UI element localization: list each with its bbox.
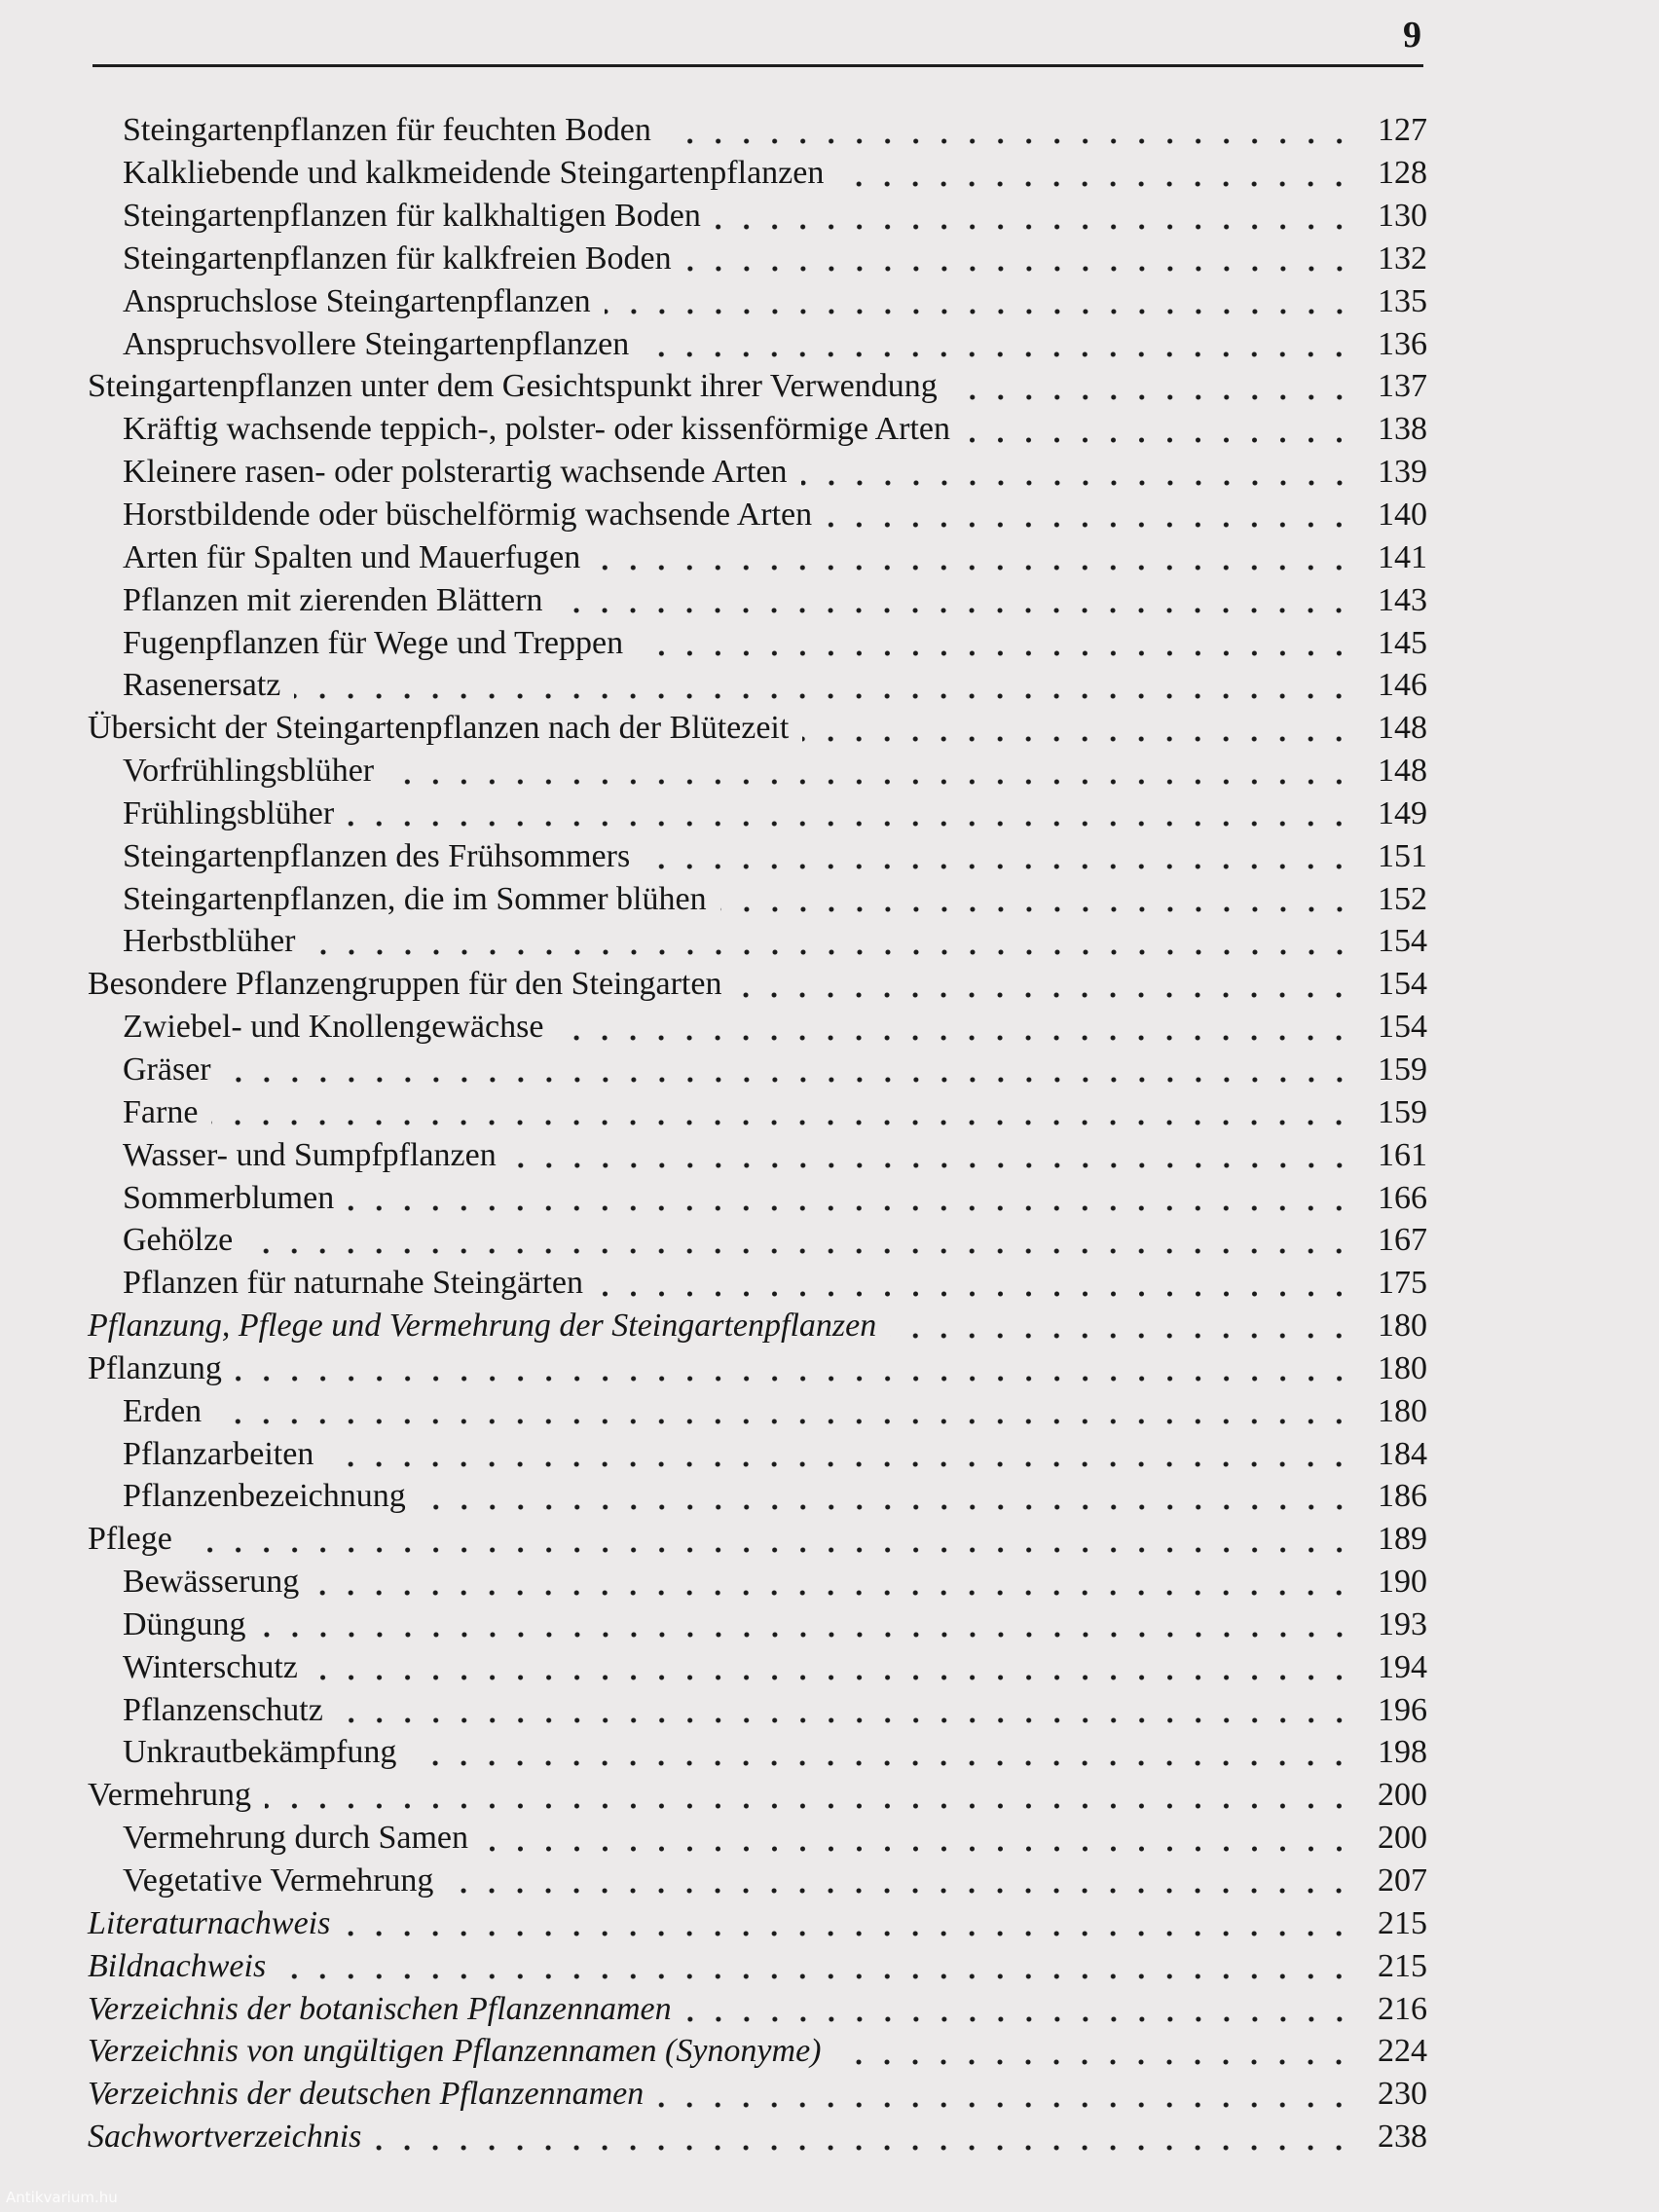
dot-leader [556, 582, 1353, 621]
toc-entry [88, 451, 1427, 494]
dot-leader [337, 1692, 1353, 1731]
toc-entry-page: 238 [1378, 2119, 1427, 2156]
toc-entry [88, 195, 1427, 238]
toc-entry-title: Rasenersatz [123, 667, 281, 704]
dot-leader [348, 795, 1353, 834]
toc-entry-page: 166 [1378, 1179, 1427, 1216]
toc-entry [88, 1262, 1427, 1305]
toc-entry-title: Pflanzenbezeichnung [123, 1478, 406, 1515]
toc-entry-page: 137 [1378, 368, 1427, 405]
toc-entry-page: 132 [1378, 240, 1427, 276]
toc-entry-title: Steingartenpflanzen, die im Sommer blühen [123, 880, 707, 917]
dot-leader [801, 455, 1353, 494]
toc-entry-page: 180 [1378, 1392, 1427, 1429]
dot-leader [685, 1991, 1353, 2030]
toc-entry-page: 128 [1378, 155, 1427, 192]
toc-entry-page: 145 [1378, 624, 1427, 661]
dot-leader [557, 1010, 1353, 1049]
toc-entry [88, 963, 1427, 1006]
toc-entry-page: 194 [1378, 1648, 1427, 1685]
toc-entry-title: Pflanzen für naturnahe Steingärten [123, 1265, 583, 1302]
toc-entry-title: Steingartenpflanzen für kalkfreien Boden [123, 240, 672, 276]
toc-entry-title: Vermehrung durch Samen [123, 1820, 469, 1857]
toc-entry [88, 535, 1427, 578]
toc-entry-page: 127 [1378, 112, 1427, 149]
dot-leader [637, 625, 1353, 664]
toc-entry-page: 139 [1378, 454, 1427, 491]
toc-entry-page: 180 [1378, 1308, 1427, 1345]
toc-entry [88, 1901, 1427, 1944]
toc-entry-title: Verzeichnis von ungültigen Pflanzennamen (Synonyme) [88, 2033, 822, 2070]
toc-entry [88, 1860, 1427, 1902]
toc-entry-title: Vorfrühlingsblüher [123, 753, 375, 790]
toc-entry [88, 2073, 1427, 2116]
dot-leader [211, 1094, 1353, 1133]
table-of-contents [88, 109, 1427, 2158]
toc-entry-page: 135 [1378, 282, 1427, 319]
toc-entry-title: Kleinere rasen- oder polsterartig wachsende Arten [123, 454, 788, 491]
toc-entry-page: 184 [1378, 1435, 1427, 1472]
toc-entry-page: 149 [1378, 794, 1427, 831]
toc-entry-title: Sachwortverzeichnis [88, 2119, 362, 2156]
toc-entry-page: 148 [1378, 710, 1427, 747]
toc-entry-page: 148 [1378, 753, 1427, 790]
toc-entry-title: Verzeichnis der deutschen Pflanzennamen [88, 2076, 645, 2113]
toc-entry-page: 200 [1378, 1820, 1427, 1857]
toc-entry [88, 1305, 1427, 1347]
toc-entry [88, 793, 1427, 835]
toc-entry-title: Farne [123, 1093, 199, 1130]
toc-entry-page: 136 [1378, 325, 1427, 362]
toc-entry [88, 1604, 1427, 1646]
toc-entry [88, 1944, 1427, 1987]
toc-entry [88, 1645, 1427, 1688]
dot-leader [225, 1051, 1353, 1090]
toc-entry-title: Pflanzarbeiten [123, 1435, 314, 1472]
toc-entry-title: Gehölze [123, 1222, 234, 1259]
toc-entry-title: Bewässerung [123, 1564, 300, 1601]
toc-entry-title: Winterschutz [123, 1648, 298, 1685]
toc-entry-title: Verzeichnis der botanischen Pflanzennamen [88, 1990, 672, 2027]
toc-entry [88, 1561, 1427, 1604]
toc-entry [88, 1475, 1427, 1518]
toc-entry [88, 1176, 1427, 1219]
toc-entry-title: Kräftig wachsende teppich-, polster- oder kissenförmige Arten [123, 411, 950, 448]
dot-leader [410, 1735, 1353, 1774]
toc-entry-page: 207 [1378, 1862, 1427, 1899]
toc-entry [88, 365, 1427, 408]
toc-entry-title: Pflanzen mit zierenden Blättern [123, 581, 543, 618]
dot-leader [802, 711, 1353, 750]
toc-entry [88, 1219, 1427, 1262]
toc-entry-title: Pflanzung, Pflege und Vermehrung der Steingartenpflanzen [88, 1308, 877, 1345]
dot-leader [387, 754, 1353, 793]
toc-entry-title: Unkrautbekämpfung [123, 1734, 397, 1771]
toc-entry [88, 1817, 1427, 1860]
toc-entry-page: 151 [1378, 837, 1427, 874]
toc-entry-title: Herbstblüher [123, 923, 296, 960]
toc-entry-title: Steingartenpflanzen des Frühsommers [123, 837, 631, 874]
dot-leader [720, 881, 1353, 920]
dot-leader [834, 2034, 1353, 2073]
dot-leader [310, 924, 1353, 963]
dot-leader [644, 838, 1353, 877]
toc-entry [88, 877, 1427, 920]
dot-leader [312, 1649, 1353, 1688]
toc-entry-page: 141 [1378, 538, 1427, 575]
toc-entry [88, 238, 1427, 280]
toc-entry-page: 215 [1378, 1947, 1427, 1984]
dot-leader [327, 1436, 1353, 1475]
toc-entry [88, 1006, 1427, 1049]
toc-entry [88, 1518, 1427, 1561]
toc-entry-page: 189 [1378, 1521, 1427, 1558]
dot-leader [265, 1778, 1353, 1817]
dot-leader [837, 156, 1353, 195]
toc-entry-page: 159 [1378, 1051, 1427, 1088]
toc-entry-page: 146 [1378, 667, 1427, 704]
watermark: Antikvarium.hu [6, 2189, 118, 2206]
dot-leader [685, 240, 1353, 279]
toc-entry-page: 180 [1378, 1349, 1427, 1386]
toc-entry [88, 1090, 1427, 1133]
toc-entry-page: 186 [1378, 1478, 1427, 1515]
toc-entry-page: 230 [1378, 2076, 1427, 2113]
toc-entry [88, 2030, 1427, 2073]
toc-entry-page: 167 [1378, 1222, 1427, 1259]
toc-entry-title: Pflanzenschutz [123, 1691, 323, 1728]
toc-entry-page: 193 [1378, 1605, 1427, 1642]
toc-entry-page: 154 [1378, 1009, 1427, 1046]
toc-entry-title: Steingartenpflanzen unter dem Gesichtspunkt ihrer Verwendung [88, 368, 938, 405]
dot-leader [665, 113, 1353, 152]
toc-entry [88, 1432, 1427, 1475]
toc-entry-page: 159 [1378, 1093, 1427, 1130]
toc-entry [88, 152, 1427, 195]
toc-entry-title: Anspruchsvollere Steingartenpflanzen [123, 325, 630, 362]
toc-entry-title: Vermehrung [88, 1777, 252, 1814]
dot-leader [510, 1137, 1353, 1176]
toc-entry-title: Gräser [123, 1051, 211, 1088]
toc-entry [88, 1774, 1427, 1817]
toc-entry [88, 109, 1427, 152]
toc-entry-title: Bildnachweis [88, 1947, 267, 1984]
dot-leader [594, 539, 1353, 578]
toc-entry-page: 224 [1378, 2033, 1427, 2070]
toc-entry-page: 130 [1378, 198, 1427, 235]
dot-leader [951, 369, 1353, 408]
toc-entry-title: Pflanzung [88, 1349, 222, 1386]
dot-leader [890, 1308, 1353, 1346]
toc-entry-page: 143 [1378, 581, 1427, 618]
dot-leader [657, 2077, 1353, 2116]
dot-leader [186, 1522, 1353, 1561]
toc-entry-page: 140 [1378, 497, 1427, 534]
dot-leader [447, 1862, 1353, 1901]
dot-leader [482, 1821, 1353, 1860]
toc-entry-title: Erden [123, 1392, 203, 1429]
dot-leader [420, 1479, 1353, 1518]
toc-entry-title: Wasser- und Sumpfpflanzen [123, 1136, 497, 1173]
toc-entry [88, 1049, 1427, 1091]
toc-entry-page: 152 [1378, 880, 1427, 917]
toc-entry-page: 154 [1378, 923, 1427, 960]
toc-entry [88, 279, 1427, 322]
toc-entry [88, 834, 1427, 877]
dot-leader [643, 326, 1353, 365]
toc-entry-title: Besondere Pflanzengruppen für den Steingarten [88, 966, 722, 1003]
toc-entry [88, 1987, 1427, 2030]
toc-entry-title: Übersicht der Steingartenpflanzen nach der Blütezeit [88, 710, 790, 747]
toc-entry-title: Fugenpflanzen für Wege und Treppen [123, 624, 624, 661]
toc-entry-title: Vegetative Vermehrung [123, 1862, 434, 1899]
toc-entry-page: 216 [1378, 1990, 1427, 2027]
dot-leader [964, 412, 1353, 451]
dot-leader [279, 1948, 1353, 1987]
toc-entry-title: Frühlingsblüher [123, 794, 335, 831]
toc-entry-title: Horstbildende oder büschelförmig wachsende Arten [123, 497, 813, 534]
dot-leader [344, 1905, 1353, 1944]
toc-entry [88, 578, 1427, 621]
dot-leader [236, 1350, 1353, 1389]
dot-leader [826, 497, 1353, 535]
toc-entry-page: 198 [1378, 1734, 1427, 1771]
toc-entry-page: 200 [1378, 1777, 1427, 1814]
toc-entry [88, 664, 1427, 707]
toc-entry-title: Steingartenpflanzen für kalkhaltigen Boden [123, 198, 701, 235]
toc-entry-title: Sommerblumen [123, 1179, 335, 1216]
toc-entry [88, 1389, 1427, 1432]
toc-entry [88, 2116, 1427, 2158]
dot-leader [313, 1565, 1353, 1604]
toc-entry [88, 707, 1427, 750]
dot-leader [348, 1180, 1353, 1219]
dot-leader [715, 199, 1353, 238]
toc-entry-page: 161 [1378, 1136, 1427, 1173]
dot-leader [294, 668, 1353, 707]
toc-entry [88, 621, 1427, 664]
toc-entry [88, 1133, 1427, 1176]
toc-entry [88, 1346, 1427, 1389]
header-rule [92, 64, 1423, 67]
toc-entry-page: 154 [1378, 966, 1427, 1003]
toc-entry [88, 750, 1427, 793]
toc-entry-title: Kalkliebende und kalkmeidende Steingartenpflanzen [123, 155, 825, 192]
toc-entry-page: 138 [1378, 411, 1427, 448]
dot-leader [215, 1393, 1353, 1432]
toc-entry [88, 1731, 1427, 1774]
toc-entry-page: 196 [1378, 1691, 1427, 1728]
toc-entry-title: Zwiebel- und Knollengewächse [123, 1009, 544, 1046]
dot-leader [246, 1223, 1353, 1262]
toc-entry-title: Literaturnachweis [88, 1904, 331, 1941]
dot-leader [597, 1266, 1353, 1305]
toc-entry [88, 408, 1427, 451]
toc-entry-page: 215 [1378, 1904, 1427, 1941]
toc-entry-page: 175 [1378, 1265, 1427, 1302]
toc-entry [88, 920, 1427, 963]
dot-leader [375, 2120, 1353, 2158]
toc-entry-title: Düngung [123, 1605, 246, 1642]
dot-leader [260, 1606, 1353, 1645]
toc-entry-title: Pflege [88, 1521, 172, 1558]
page-number: 9 [1403, 15, 1421, 55]
dot-leader [605, 283, 1353, 322]
toc-entry-title: Steingartenpflanzen für feuchten Boden [123, 112, 651, 149]
toc-entry-title: Anspruchslose Steingartenpflanzen [123, 282, 591, 319]
toc-entry-title: Arten für Spalten und Mauerfugen [123, 538, 581, 575]
toc-entry [88, 322, 1427, 365]
dot-leader [735, 967, 1353, 1006]
toc-entry [88, 494, 1427, 536]
toc-entry-page: 190 [1378, 1564, 1427, 1601]
toc-entry [88, 1688, 1427, 1731]
